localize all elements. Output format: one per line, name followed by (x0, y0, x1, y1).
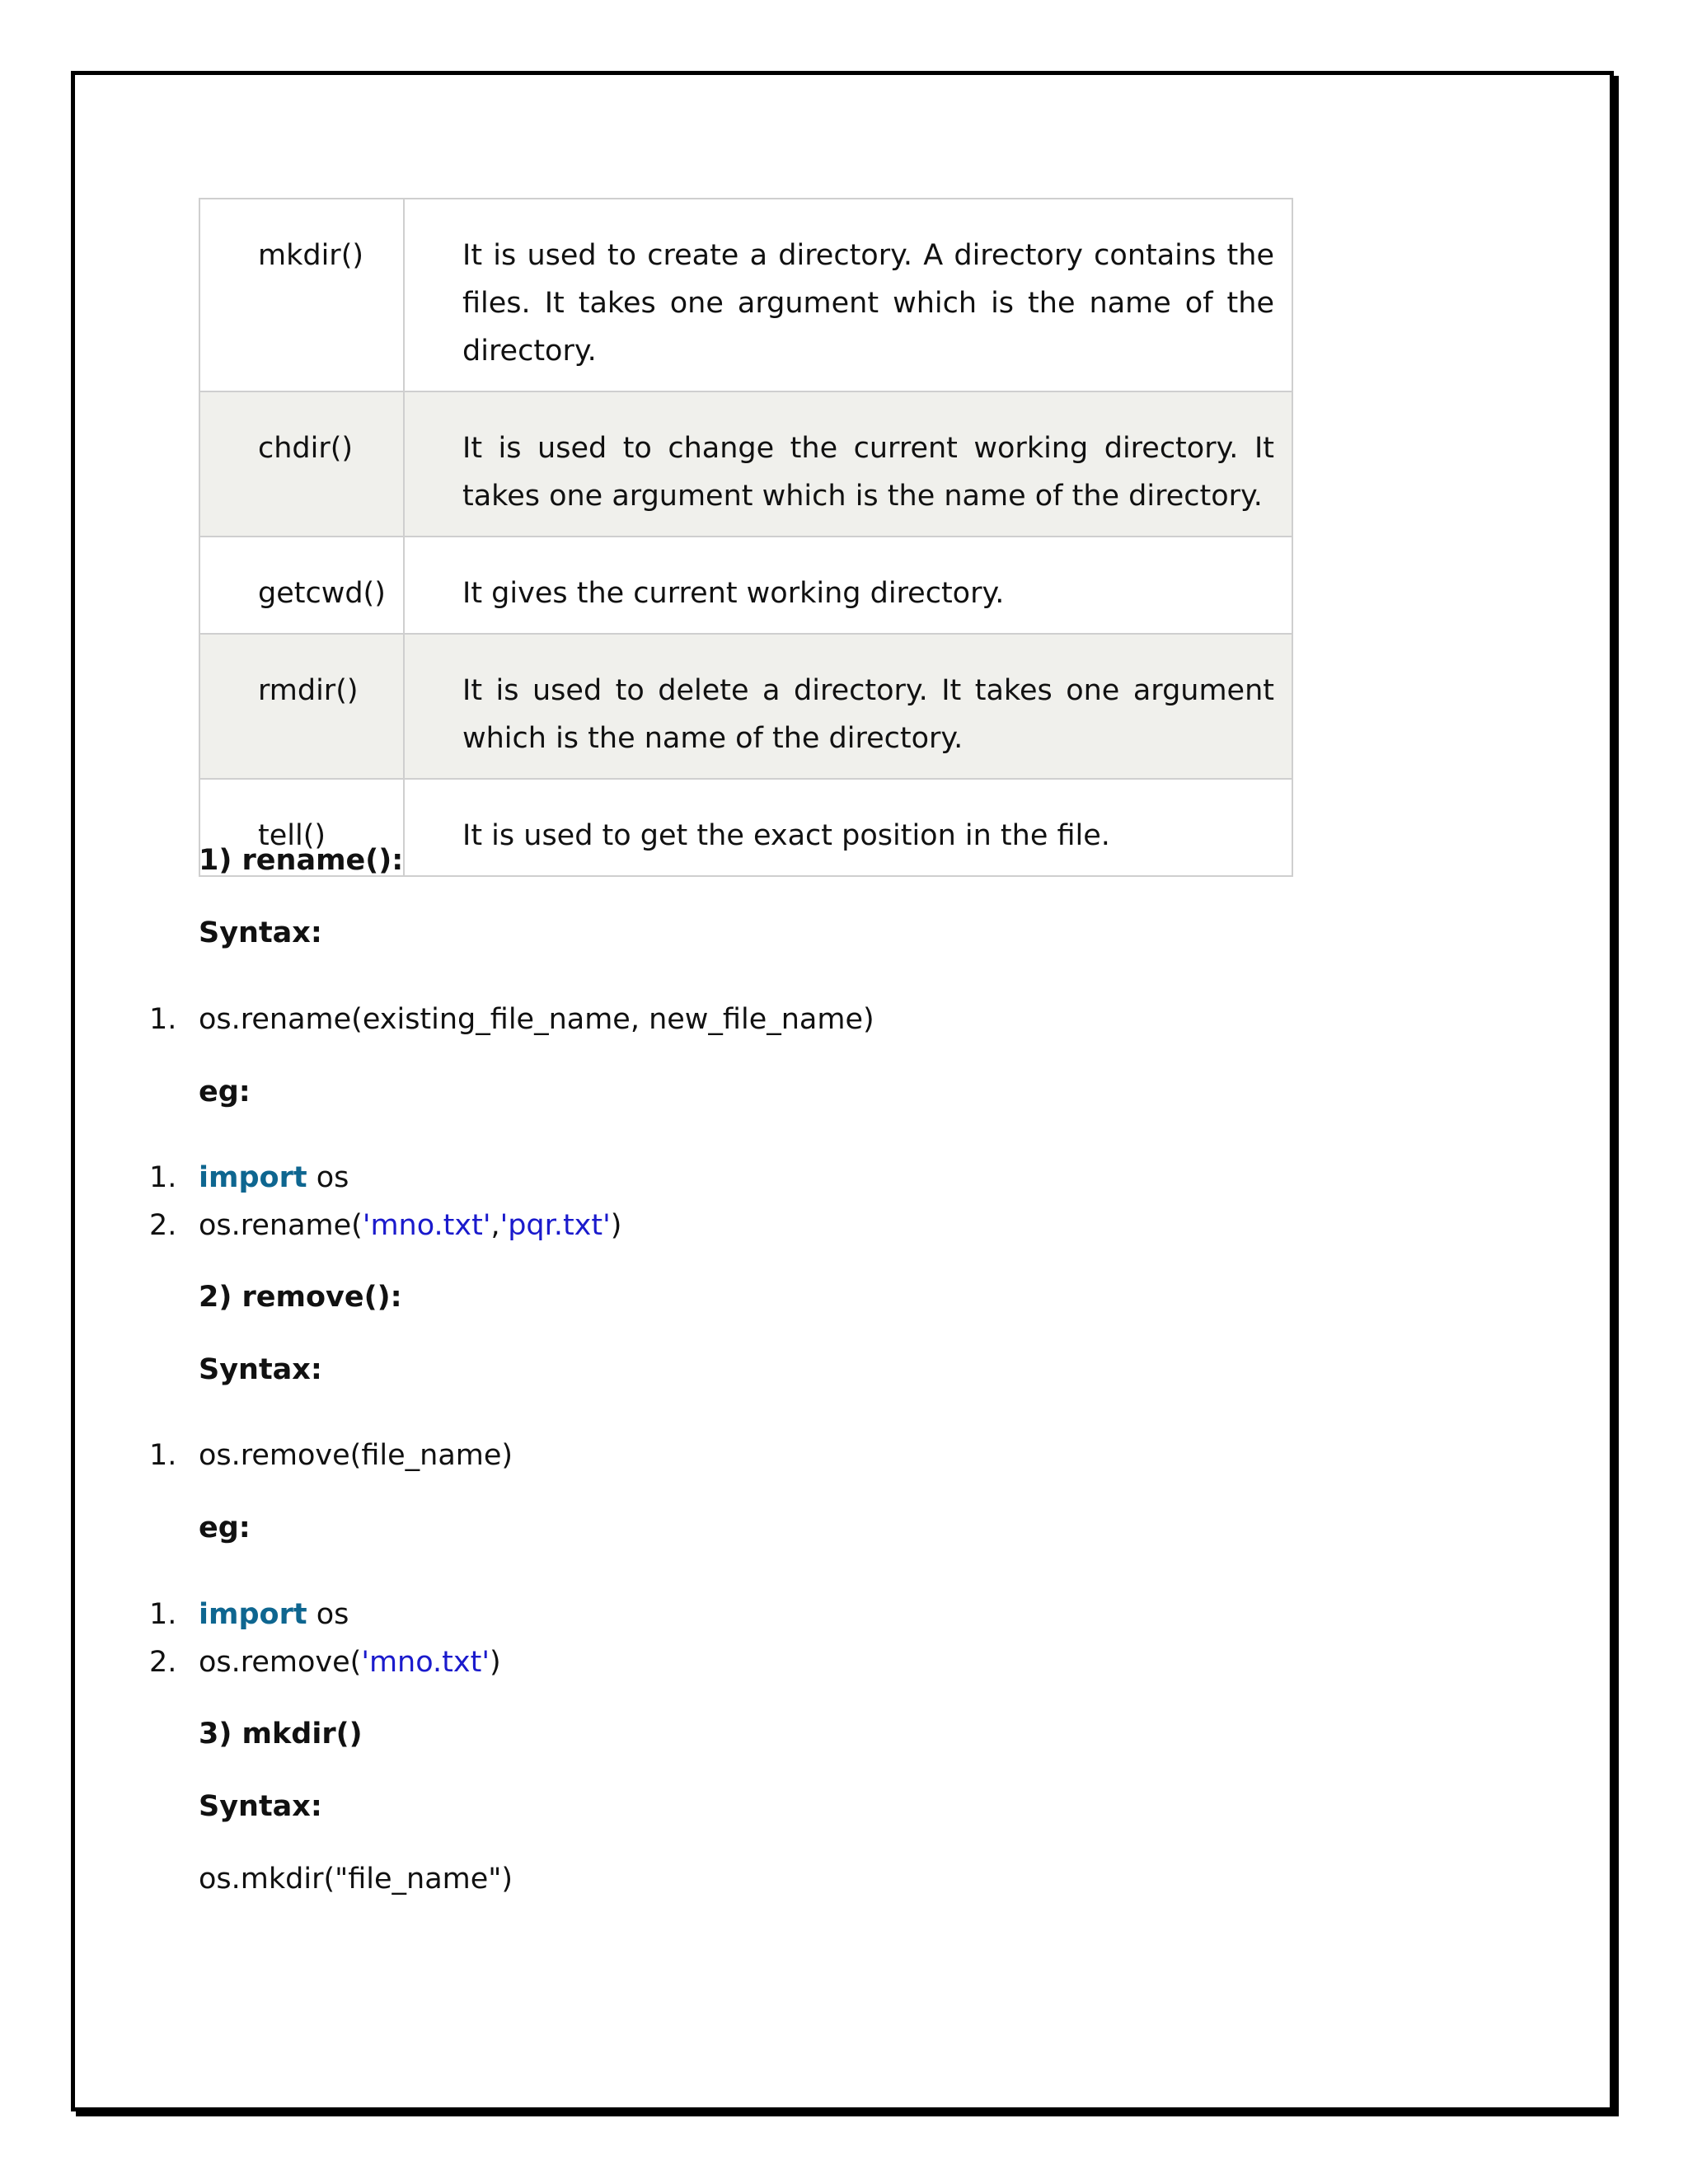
remove-heading: 2) remove(): (199, 1281, 402, 1314)
code-text: os.remove(file_name) (199, 1439, 513, 1472)
code-text: ) (610, 1209, 622, 1242)
function-description-cell: It is used to change the current working directory. It takes one argument which is the name of the directory. (404, 391, 1292, 537)
mkdir-syntax-label: Syntax: (199, 1790, 322, 1823)
function-name-cell: rmdir() (199, 634, 404, 779)
remove-syntax-code (0, 1432, 513, 1479)
function-name-cell: mkdir() (199, 199, 404, 391)
rename-syntax-code (0, 996, 874, 1043)
line-number: 1. (149, 1003, 177, 1036)
code-text: os.rename(existing_file_name, new_file_name) (199, 1003, 874, 1036)
code-line (0, 1432, 513, 1479)
functions-table (199, 198, 1293, 877)
string-literal: 'pqr.txt' (499, 1209, 611, 1242)
string-literal: 'mno.txt' (361, 1646, 490, 1679)
rename-example-label: eg: (199, 1076, 251, 1108)
function-name-cell: chdir() (199, 391, 404, 537)
code-line (0, 996, 874, 1043)
code-line (0, 1638, 501, 1686)
remove-syntax-label: Syntax: (199, 1353, 322, 1386)
table-row (199, 537, 1292, 634)
table-row (199, 634, 1292, 779)
code-text: os (307, 1161, 349, 1194)
function-description-cell: It gives the current working directory. (404, 537, 1292, 634)
mkdir-syntax-code: os.mkdir("file_name") (199, 1863, 513, 1896)
line-number: 2. (149, 1209, 177, 1242)
function-name-cell: getcwd() (199, 537, 404, 634)
line-number: 1. (149, 1598, 177, 1631)
remove-example-label: eg: (199, 1511, 251, 1544)
line-number: 1. (149, 1439, 177, 1472)
remove-example-code (0, 1591, 501, 1686)
rename-syntax-label: Syntax: (199, 916, 322, 949)
code-line (0, 1591, 501, 1638)
line-number: 1. (149, 1161, 177, 1194)
mkdir-heading: 3) mkdir() (199, 1718, 363, 1750)
table-row (199, 199, 1292, 391)
keyword-import: import (199, 1161, 307, 1194)
function-name-cell: tell() (199, 779, 404, 876)
keyword-import: import (199, 1598, 307, 1631)
rename-example-code (0, 1154, 621, 1249)
function-description-cell: It is used to delete a directory. It takes one argument which is the name of the directory. (404, 634, 1292, 779)
function-description-cell: It is used to get the exact position in the file. (404, 779, 1292, 876)
code-text: os.remove( (199, 1646, 362, 1679)
code-line (0, 1154, 621, 1202)
code-line (0, 1202, 621, 1249)
string-literal: 'mno.txt' (362, 1209, 491, 1242)
table-row (199, 391, 1292, 537)
rename-heading: 1) rename(): (199, 844, 404, 877)
code-text: , (490, 1209, 500, 1242)
line-number: 2. (149, 1646, 177, 1679)
code-text: os.rename( (199, 1209, 363, 1242)
function-description-cell: It is used to create a directory. A directory contains the files. It takes one argument which is the name of the directory. (404, 199, 1292, 391)
code-text: ) (489, 1646, 501, 1679)
code-text: os (307, 1598, 349, 1631)
